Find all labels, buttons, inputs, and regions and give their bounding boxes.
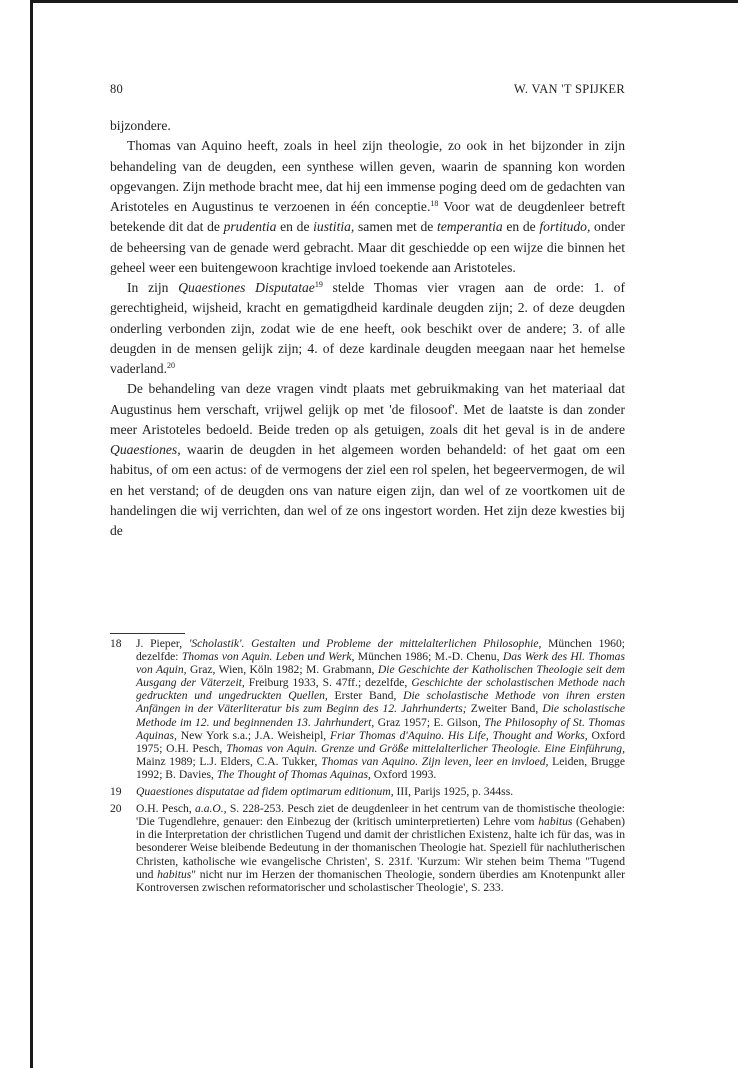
main-text xyxy=(110,116,625,541)
footnote-separator xyxy=(110,633,185,634)
footnote-ref-20: 20 xyxy=(167,361,175,370)
left-border-rule xyxy=(30,0,33,1068)
running-head: W. VAN 'T SPIJKER xyxy=(513,82,625,96)
footnote-20: 20 O.H. Pesch, a.a.O., S. 228-253. Pesch ziet de deugdenleer in het centrum van de thomistische theologie: 'Die Tugendlehre, genauer: den Einbezug der (kritisch uminterpretierten) Lehre vom habitus (Gehaben) in die Interpretation der christlichen Tugend und damit der christlichen Existenz, halte ich für das, was in besonderer Weise bleibende Bedeutung in der thomanischen Theologie hat. Speziell für nachlutherischen Christen, katholische wie evangelische Christen', S. 231f. 'Kurzum: Wir stehen beim Thema "Tugend und habitus" nicht nur im Herzen der thomanischen Theologie, sondern überdies am Knotenpunkt aller Kontroversen zwischen reformatorischer und scholastischer Theologie', S. 233. xyxy=(110,802,625,894)
footnote-ref-19: 19 xyxy=(314,280,323,289)
paragraph-behandeling: De behandeling van deze vragen vindt plaats met gebruikmaking van het materiaal dat Augustinus hem verschaft, vrijwel gelijk op met 'de filosoof'. Met de laatste is dan zonder meer Aristoteles bedoeld. Beide treden op als getuigen, zoals dit het geval is in de andere Quaestiones, waarin de deugden in het algemeen worden behandeld: of het gaat om een habitus, of om een actus: of de vermogens der ziel een rol spelen, het begeervermogen, de wil en het verstand; of de deugden ons van nature eigen zijn, dan wel of ze voortkomen uit de handelingen die wij verrichten, dan wel of ze ons ingestort worden. Het zijn deze kwesties bij de xyxy=(110,381,625,538)
footnote-number: 18 xyxy=(110,637,122,650)
footnote-19: 19 Quaestiones disputatae ad fidem optimarum editionum, III, Parijs 1925, p. 344ss. xyxy=(110,785,514,799)
footnote-number: 20 xyxy=(110,802,122,816)
footnote-number: 19 xyxy=(110,785,122,799)
footnote-ref-18: 18 xyxy=(430,199,439,208)
paragraph-continuation: bijzondere. xyxy=(110,118,171,133)
top-border-rule xyxy=(30,0,738,3)
paragraph-quaestiones: In zijn Quaestiones Disputatae$^{19}$ stelde Thomas vier vragen aan de orde: 1. of gerechtigheid, wijsheid, kracht en gematigdheid kardinale deugden zijn; 2. of deze deugden onderling verbonden zijn, zodat wie de ene heeft, ook beschikt over de andere; 3. of alle deugden in de mensen gelijk zijn; 4. of deze kardinale deugden meegaan naar het hemelse vaderland.$^{20}$ xyxy=(110,280,626,376)
footnotes xyxy=(110,637,625,898)
paragraph-thomas-synthesis: Thomas van Aquino heeft, zoals in heel zijn theologie, zo ook in het bijzonder in zijn behandeling van de deugden, een synthese willen geven, waarin de spanning kon worden opgevangen. Zijn methode bracht mee, dat hij een immense poging deed om de gedachten van Aristoteles en Augustinus te verzoenen in één conceptie.$^{18}$ Voor wat de deugdenleer betreft betekende dit dat de prudentia en de iustitia, samen met de temperantia en de fortitudo, onder de beheersing van de genade werd gebracht. Maar dit geschiedde op een wijze die binnen het geheel weer een buitengewoon krachtige invloed toekende aan Aristoteles. xyxy=(110,138,625,275)
page-number: 80 xyxy=(110,82,124,96)
footnote-18: 18 J. Pieper, 'Scholastik'. Gestalten und Probleme der mittelalterlichen Philosophie, München 1960; dezelfde: Thomas von Aquin. Leben und Werk, München 1986; M.-D. Chenu, Das Werk des Hl. Thomas von Aquin, Graz, Wien, Köln 1982; M. Grabmann, Die Geschichte der Katholischen Theologie seit dem Ausgang der Väterzeit, Freiburg 1933, S. 47ff.; dezelfde, Geschichte der scholastischen Methode nach gedruckten und ungedruckten Quellen, Erster Band, Die scholastische Methode von ihren ersten Anfängen in der Väterliteratur bis zum Beginn des 12. Jahrhunderts; Zweiter Band, Die scholastische Methode im 12. und beginnenden 13. Jahrhundert, Graz 1957; E. Gilson, The Philosophy of St. Thomas Aquinas, New York s.a.; J.A. Weisheipl, Friar Thomas d'Aquino. His Life, Thought and Works, Oxford 1975; O.H. Pesch, Thomas von Aquin. Grenze und Größe mittelalterlicher Theologie. Eine Einführung, Mainz 1989; L.J. Elders, C.A. Tukker, Thomas van Aquino. Zijn leven, leer en invloed, Leiden, Brugge 1992; B. Davies, The Thought of Thomas Aquinas, Oxford 1993. xyxy=(110,637,626,781)
